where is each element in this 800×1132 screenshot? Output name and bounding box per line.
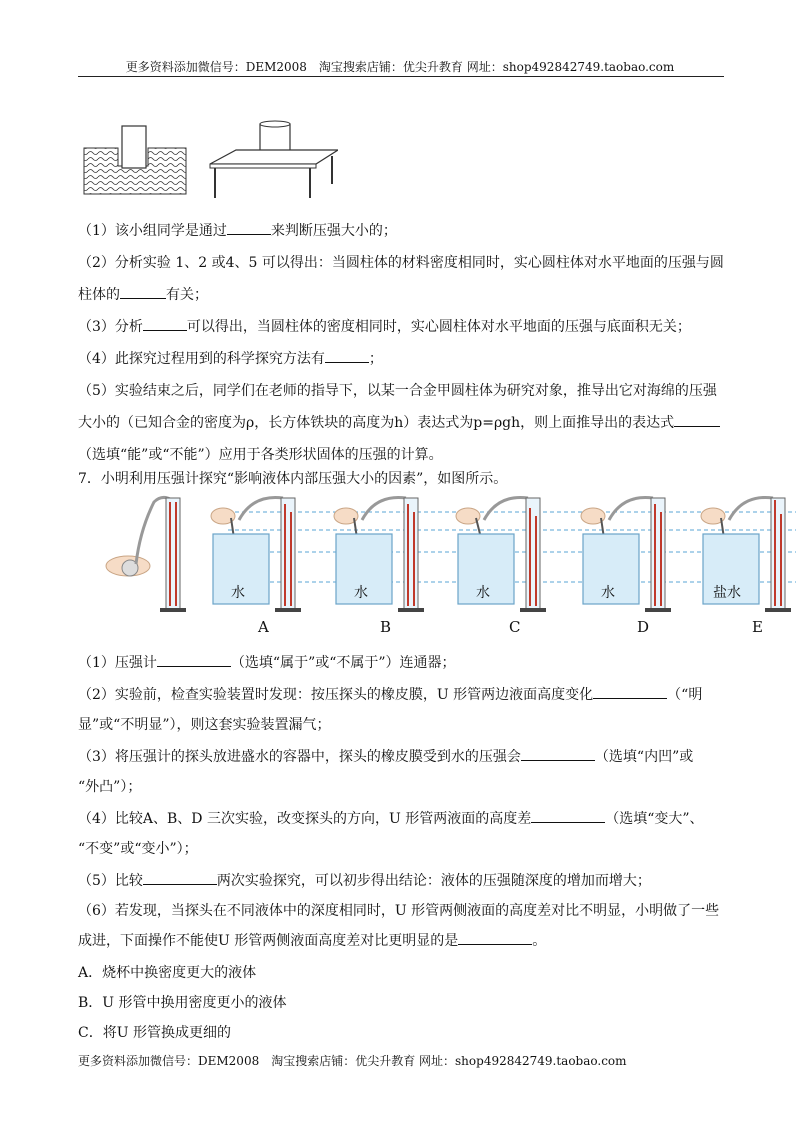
option-c: C．将U 形管换成更细的 <box>78 1025 231 1041</box>
q6-line-3: 柱体的 有关； <box>78 284 208 304</box>
q7-line-2: （2）实验前，检查实验装置时发现：按压探头的橡皮膜，U 形管两边液面高度变化 （“明 <box>78 684 702 704</box>
beaker-label-E: 盐水 <box>713 585 741 601</box>
q7-line-3: 显”或“不明显”），则这套实验装置漏气； <box>78 717 331 733</box>
q6-line-1: （1）该小组同学是通过 来判断压强大小的； <box>78 220 397 240</box>
pressure-gauge-figure <box>78 490 798 640</box>
answer-blank-6[interactable] <box>157 652 231 667</box>
beaker-label-B: 水 <box>354 585 368 601</box>
answer-blank-9[interactable] <box>531 808 605 823</box>
q7-line-6: （4）比较A、B、D 三次实验，改变探头的方向，U 形管两液面的高度差 （选填“变大”、 <box>78 808 704 828</box>
answer-blank-10[interactable] <box>143 870 217 885</box>
answer-blank-3[interactable] <box>143 316 187 331</box>
answer-blank-2[interactable] <box>120 284 166 299</box>
manometer-0 <box>160 498 186 612</box>
q6-line-6: （5）实验结束之后，同学们在老师的指导下，以某一合金甲圆柱体为研究对象，推导出它对海绵的压强 <box>78 383 717 399</box>
option-b: B．U 形管中换用密度更小的液体 <box>78 995 287 1011</box>
figure-letter-D: D <box>637 618 650 636</box>
q7-line-7: “不变”或“变小”）； <box>78 841 198 857</box>
q7-line-8: （5）比较 两次实验探究，可以初步得出结论：液体的压强随深度的增加而增大； <box>78 870 651 890</box>
beaker-label-A: 水 <box>231 585 245 601</box>
q7-line-10: 成进，下面操作不能使U 形管两侧液面高度差对比更明显的是 。 <box>78 930 546 950</box>
header-divider <box>78 76 724 77</box>
q7-line-5: “外凸”）； <box>78 779 142 795</box>
q6-line-8: （选填“能”或“不能”）应用于各类形状固体的压强的计算。 <box>78 447 443 463</box>
answer-blank-7[interactable] <box>593 684 667 699</box>
setup-A <box>211 497 301 612</box>
q6-line-7: 大小的（已知合金的密度为ρ，长方体铁块的高度为h）表达式为p=ρgh，则上面推导出的表达式 <box>78 412 720 432</box>
q6-line-2: （2）分析实验 1、2 或4、5 可以得出：当圆柱体的材料密度相同时，实心圆柱体对水平地面的压强与圆 <box>78 255 724 271</box>
q7-line-9: （6）若发现，当探头在不同液体中的深度相同时，U 形管两侧液面的高度差对比不明显，小明做了一些 <box>78 903 720 919</box>
figure-letter-A: A <box>258 618 269 636</box>
q7-line-4: （3）将压强计的探头放进盛水的容器中，探头的橡皮膜受到水的压强会 （选填“内凹”或 <box>78 746 693 766</box>
q7-line-1: （1）压强计 （选填“属于”或“不属于”）连通器； <box>78 652 456 672</box>
setup-C <box>456 497 546 612</box>
answer-blank-5[interactable] <box>674 412 720 427</box>
answer-blank-1[interactable] <box>227 220 271 235</box>
page-footer: 更多资料添加微信号：DEM2008 淘宝搜索店铺：优尖升教育 网址：shop492842749.taobao.com <box>78 1054 627 1068</box>
figure-letter-C: C <box>509 618 521 636</box>
q6-line-4: （3）分析 可以得出，当圆柱体的密度相同时，实心圆柱体对水平地面的压强与底面积无关； <box>78 316 691 336</box>
sponge-table-figure <box>78 120 338 200</box>
figure-letter-B: B <box>380 618 392 636</box>
option-a: A．烧杯中换密度更大的液体 <box>78 965 257 981</box>
answer-blank-4[interactable] <box>325 348 369 363</box>
answer-blank-11[interactable] <box>458 930 532 945</box>
q7-title: 7．小明利用压强计探究“影响液体内部压强大小的因素”，如图所示。 <box>78 471 508 487</box>
answer-blank-8[interactable] <box>521 746 595 761</box>
figure-letter-E: E <box>752 618 763 636</box>
beaker-label-C: 水 <box>476 585 490 601</box>
setup-D <box>581 497 671 612</box>
beaker-label-D: 水 <box>601 585 615 601</box>
setup-B <box>334 497 424 612</box>
page-header: 更多资料添加微信号：DEM2008 淘宝搜索店铺：优尖升教育 网址：shop492842749.taobao.com <box>125 60 675 74</box>
q6-line-5: （4）此探究过程用到的科学探究方法有 ； <box>78 348 383 368</box>
